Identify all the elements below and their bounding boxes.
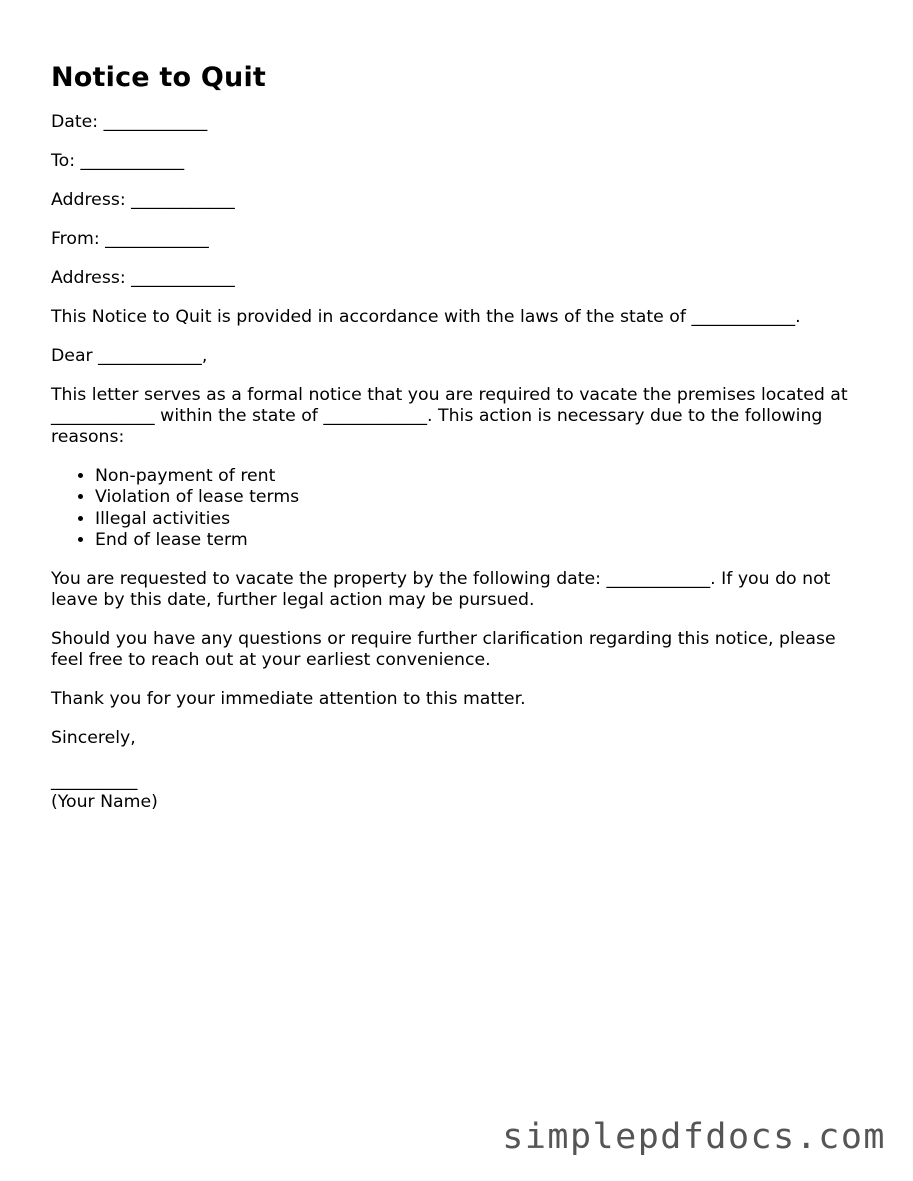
- from-field: From: ____________: [51, 229, 209, 249]
- reasons-list: [51, 466, 871, 551]
- to-address-field: Address: ____________: [51, 190, 235, 210]
- list-item: • Illegal activities: [95, 509, 871, 530]
- questions-paragraph: Should you have any questions or require further clarification regarding this notice, please feel free to reach out at your earliest convenience.: [51, 629, 836, 671]
- name-placeholder: (Your Name): [51, 792, 158, 813]
- signature-line: __________: [51, 771, 138, 792]
- thanks-paragraph: Thank you for your immediate attention to this matter.: [51, 689, 526, 710]
- list-item: • End of lease term: [95, 530, 871, 551]
- state-clause: This Notice to Quit is provided in accordance with the laws of the state of ____________.: [51, 307, 801, 327]
- to-field: To: ____________: [51, 151, 185, 171]
- from-address-field: Address: ____________: [51, 268, 235, 288]
- vacate-date-paragraph: You are requested to vacate the property by the following date: ____________. If you do not leave by this date, further legal action may be pursued.: [51, 569, 831, 611]
- document-title: Notice to Quit: [51, 62, 267, 93]
- sign-off: Sincerely,: [51, 728, 136, 749]
- salutation: Dear ____________,: [51, 346, 208, 366]
- watermark: simplepdfdocs.com: [502, 1117, 886, 1157]
- date-field: Date: ____________: [51, 112, 208, 132]
- list-item: • Non-payment of rent: [95, 466, 871, 487]
- list-item: • Violation of lease terms: [95, 487, 871, 508]
- notice-document: [51, 58, 871, 813]
- intro-paragraph: This letter serves as a formal notice that you are required to vacate the premises located at ____________ within the state of ____________. This action is necessary due to the following reasons:: [51, 385, 848, 447]
